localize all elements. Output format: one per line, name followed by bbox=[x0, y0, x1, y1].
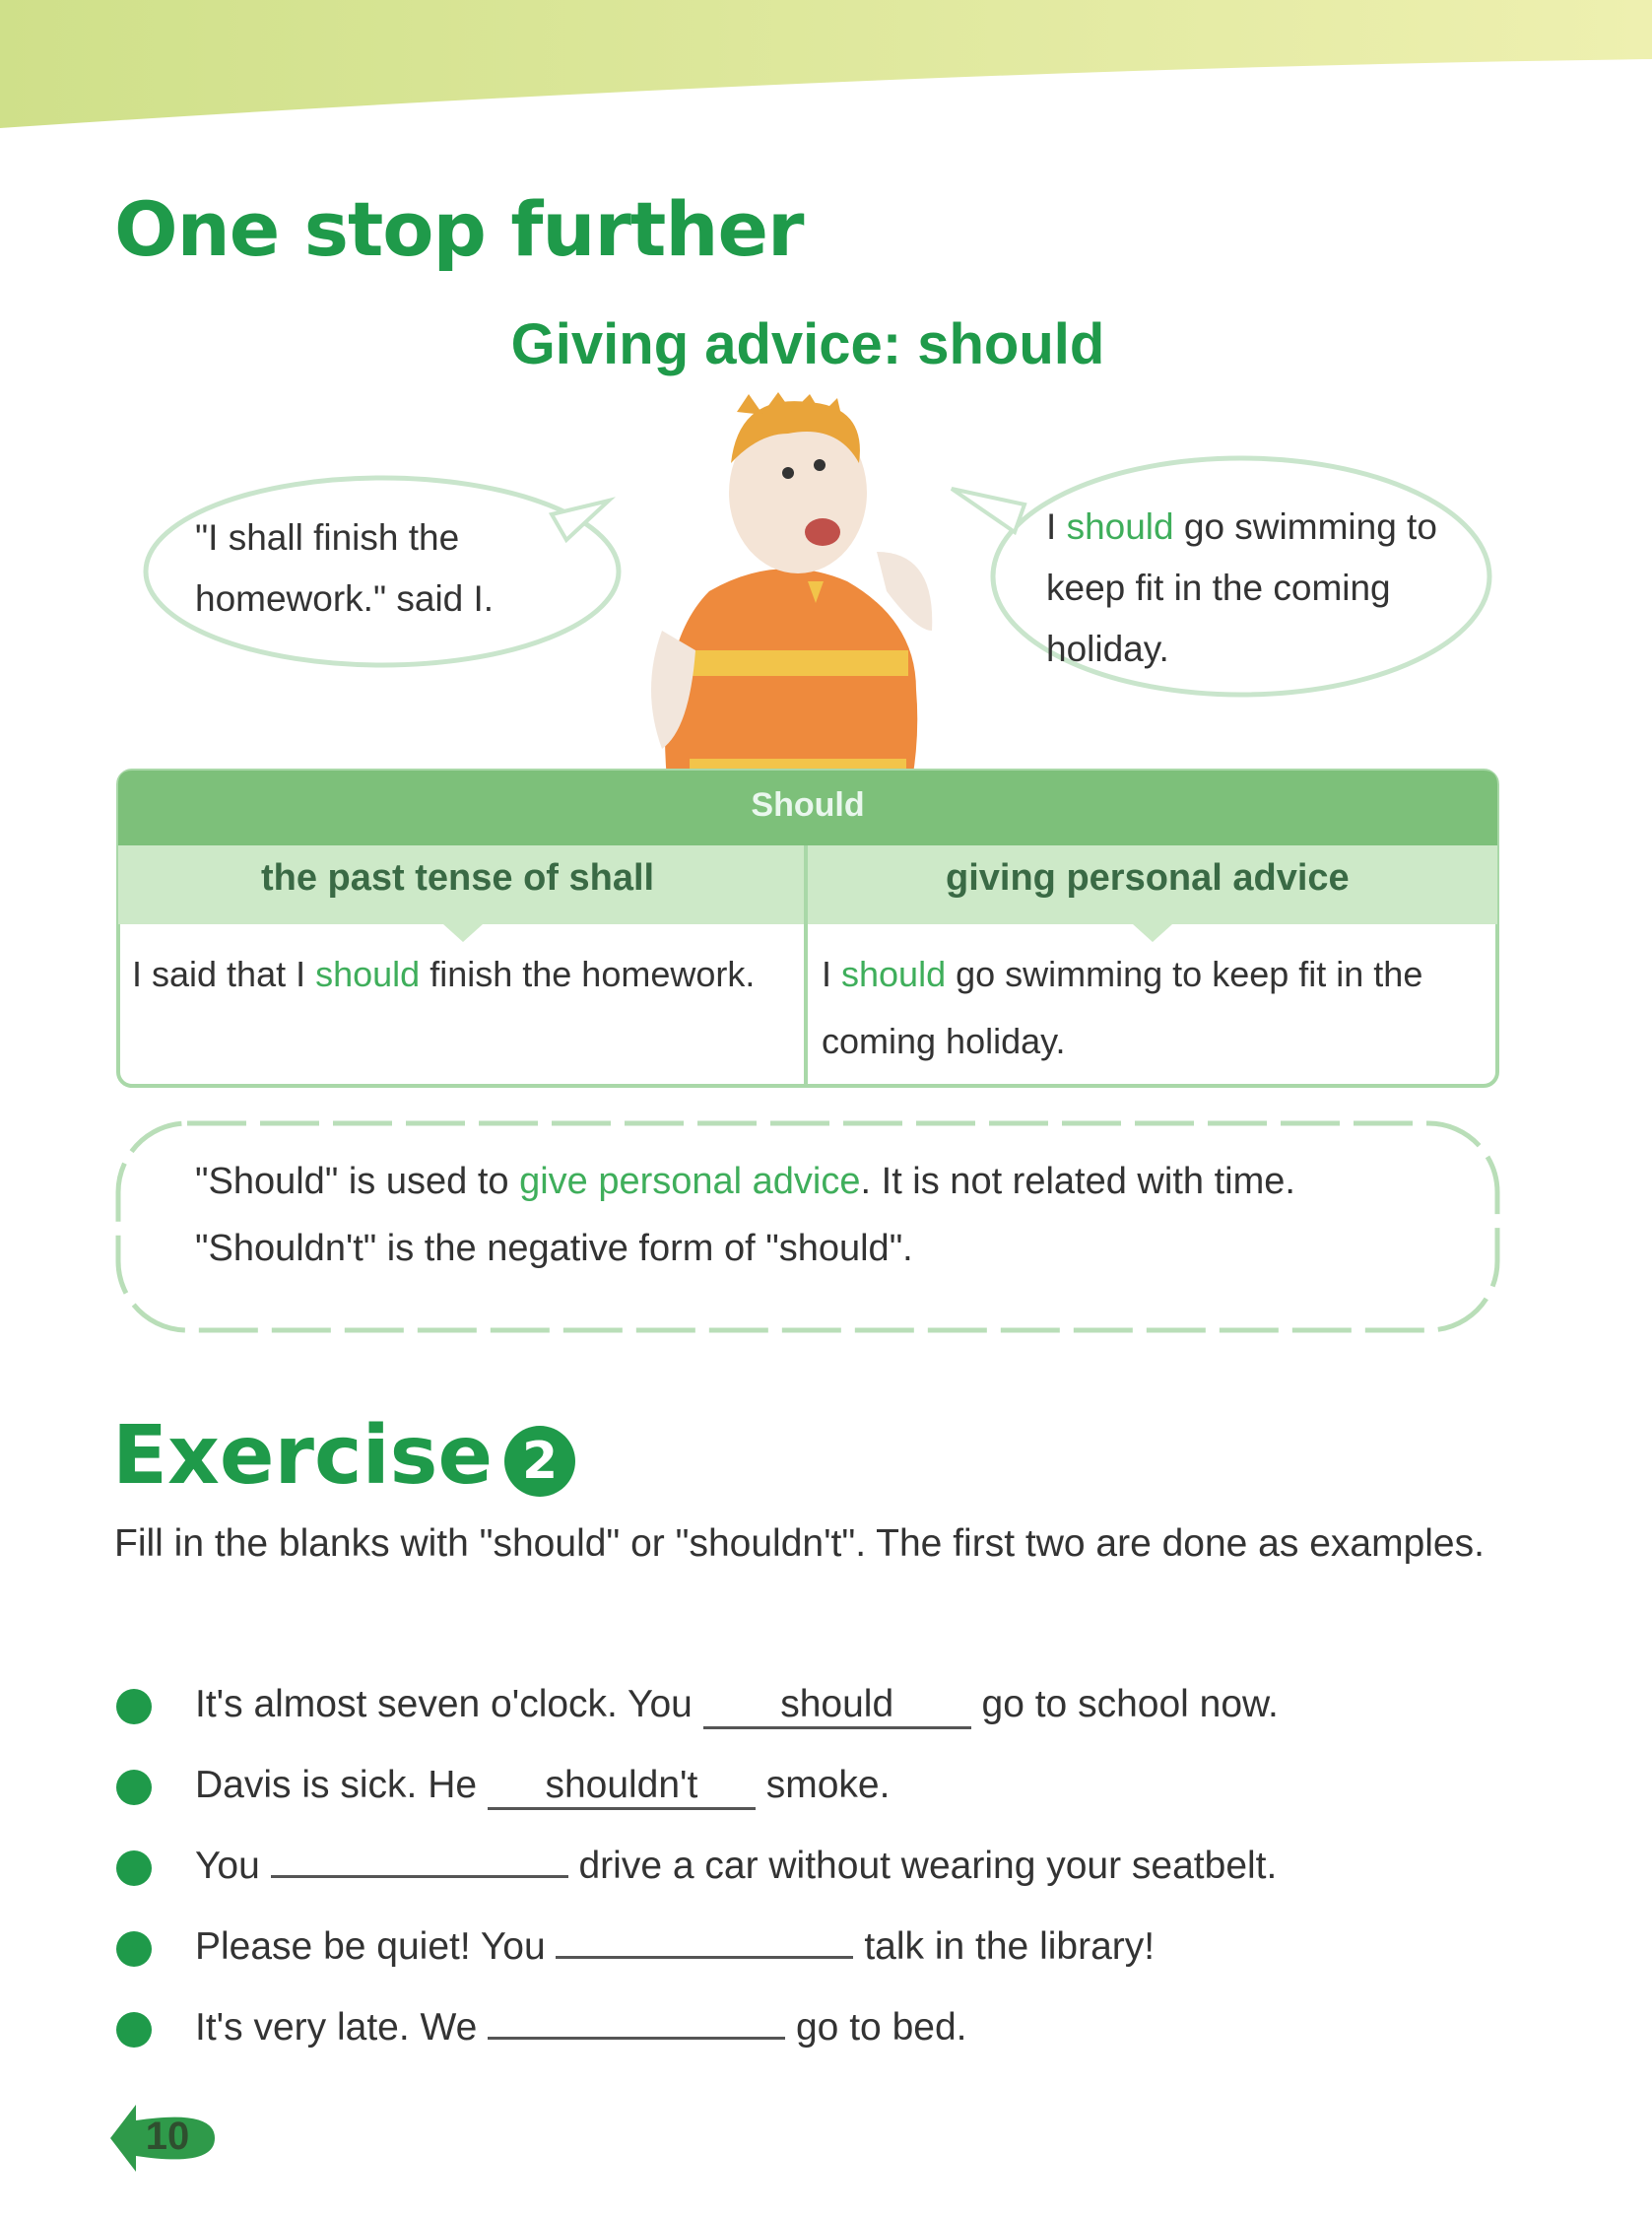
bullet-icon bbox=[116, 2012, 152, 2048]
section-heading: One stop further bbox=[114, 185, 804, 273]
cell-past-text-end: finish the homework. bbox=[420, 954, 756, 994]
note-line1-highlight: give personal advice bbox=[519, 1161, 861, 1202]
table-column-heading-past: the past tense of shall bbox=[261, 857, 655, 899]
bubble-right-text-end: go swimming to keep fit in the coming holiday. bbox=[1046, 506, 1437, 669]
bullet-icon bbox=[116, 1689, 152, 1724]
exercise-item bbox=[116, 1925, 1155, 1969]
table-column-heading-advice: giving personal advice bbox=[946, 857, 1350, 899]
answer-blank[interactable]: should bbox=[703, 1683, 971, 1729]
cell-advice-text-end: go swimming to keep fit in the coming holiday. bbox=[822, 954, 1423, 1061]
exercise-title-text: Exercise bbox=[112, 1409, 494, 1503]
item-text-end: talk in the library! bbox=[853, 1925, 1156, 1968]
answer-blank[interactable]: shouldn't bbox=[488, 1764, 756, 1810]
exercise-item bbox=[116, 1845, 1277, 1888]
exercise-instructions: Fill in the blanks with "should" or "shouldn't". The first two are done as examples. bbox=[114, 1522, 1485, 1565]
table-cell-past-example bbox=[132, 941, 782, 1008]
bubble-right-highlight: should bbox=[1066, 506, 1174, 547]
item-text-start: It's almost seven o'clock. You bbox=[195, 1683, 703, 1725]
item-text-end: smoke. bbox=[755, 1764, 891, 1806]
exercise-item bbox=[116, 2006, 966, 2050]
answer-blank[interactable] bbox=[271, 1875, 568, 1878]
grammar-note bbox=[195, 1148, 1417, 1282]
grammar-note-line-2: "Shouldn't" is the negative form of "should". bbox=[195, 1228, 913, 1269]
bullet-icon bbox=[116, 1931, 152, 1967]
item-text-end: drive a car without wearing your seatbelt. bbox=[567, 1845, 1278, 1887]
exercise-item bbox=[116, 1683, 1279, 1729]
exercise-number-badge: 2 bbox=[504, 1426, 575, 1497]
exercise-heading bbox=[112, 1409, 575, 1503]
cell-advice-highlight: should bbox=[841, 954, 947, 994]
note-line1-end: . It is not related with time. bbox=[860, 1161, 1295, 1202]
topic-subtitle: Giving advice: should bbox=[510, 312, 1105, 376]
bubble-right-text-start: I bbox=[1046, 506, 1067, 547]
exercise-item bbox=[116, 1764, 890, 1810]
answer-blank[interactable] bbox=[488, 2037, 785, 2040]
cell-advice-text-start: I bbox=[822, 954, 842, 994]
grammar-note-line-1 bbox=[195, 1148, 1417, 1215]
speech-bubble-left-text: "I shall finish the homework." said I. bbox=[195, 517, 495, 619]
item-text-start: Please be quiet! You bbox=[195, 1925, 557, 1968]
note-line1-start: "Should" is used to bbox=[195, 1161, 520, 1202]
item-text-start: It's very late. We bbox=[195, 2006, 489, 2049]
bullet-icon bbox=[116, 1850, 152, 1886]
table-cell-advice-example bbox=[822, 941, 1482, 1075]
item-text-start: You bbox=[195, 1845, 271, 1887]
answer-blank[interactable] bbox=[556, 1956, 853, 1959]
item-text-end: go to bed. bbox=[785, 2006, 967, 2049]
table-title: Should bbox=[751, 786, 865, 824]
item-text-start: Davis is sick. He bbox=[195, 1764, 488, 1806]
bullet-icon bbox=[116, 1770, 152, 1805]
item-text-end: go to school now. bbox=[970, 1683, 1279, 1725]
cell-past-highlight: should bbox=[315, 954, 421, 994]
page-number: 10 bbox=[145, 2115, 190, 2158]
cell-past-text-start: I said that I bbox=[132, 954, 316, 994]
